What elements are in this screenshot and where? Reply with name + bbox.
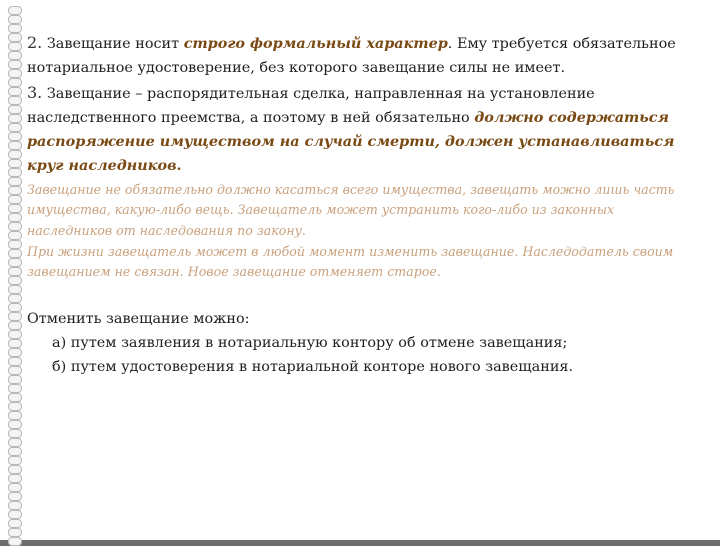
- binding-ring: [8, 51, 22, 60]
- binding-ring: [8, 267, 22, 276]
- binding-ring: [8, 231, 22, 240]
- paragraph-number: 2.: [27, 33, 43, 52]
- binding-ring: [8, 177, 22, 186]
- binding-ring: [8, 393, 22, 402]
- binding-ring: [8, 357, 22, 366]
- binding-ring: [8, 483, 22, 492]
- binding-ring: [8, 204, 22, 213]
- binding-ring: [8, 420, 22, 429]
- highlighted-text: строго формальный характер: [183, 35, 448, 52]
- binding-ring: [8, 249, 22, 258]
- binding-ring: [8, 42, 22, 51]
- binding-ring: [8, 186, 22, 195]
- binding-ring: [8, 159, 22, 168]
- binding-ring: [8, 87, 22, 96]
- binding-ring: [8, 222, 22, 231]
- binding-ring: [8, 303, 22, 312]
- binding-ring: [8, 438, 22, 447]
- binding-ring: [8, 519, 22, 528]
- binding-ring: [8, 33, 22, 42]
- binding-ring: [8, 213, 22, 222]
- cancel-section: [27, 307, 699, 380]
- binding-ring: [8, 15, 22, 24]
- paragraph-3: [27, 81, 699, 179]
- cancel-item: а) путем заявления в нотариальную контору об отмене завещания;: [52, 335, 568, 352]
- binding-ring: [8, 492, 22, 501]
- binding-ring: [8, 456, 22, 465]
- binding-ring: [8, 150, 22, 159]
- binding-ring: [8, 411, 22, 420]
- binding-ring: [8, 6, 22, 15]
- binding-ring: [8, 195, 22, 204]
- binding-ring: [8, 366, 22, 375]
- faded-note: Завещание не обязательно должно касаться всего имущества, завещать можно лишь часть имущества, какую-либо вещь. Завещатель может устранить кого-либо из законных наследников от наследования по закону.: [27, 181, 675, 238]
- paragraph-number: 3.: [27, 82, 43, 102]
- binding-ring: [8, 294, 22, 303]
- binding-ring: [8, 114, 22, 123]
- binding-ring: [8, 123, 22, 132]
- binding-ring: [8, 24, 22, 33]
- binding-ring: [8, 96, 22, 105]
- binding-ring: [8, 78, 22, 87]
- binding-ring: [8, 429, 22, 438]
- highlighted-text: должно содержаться распоряжение имуществом на случай смерти, должен устанавливаться круг наследников.: [27, 108, 675, 175]
- slide-content: [27, 31, 699, 380]
- binding-ring: [8, 276, 22, 285]
- binding-ring: [8, 528, 22, 537]
- binding-ring: [8, 141, 22, 150]
- cancel-heading: Отменить завещание можно:: [27, 310, 250, 327]
- binding-ring: [8, 402, 22, 411]
- binding-ring: [8, 105, 22, 114]
- binding-ring: [8, 321, 22, 330]
- paragraph-text: Завещание носит: [42, 36, 184, 52]
- binding-ring: [8, 285, 22, 294]
- binding-ring: [8, 168, 22, 177]
- binding-ring: [8, 258, 22, 267]
- binding-ring: [8, 510, 22, 519]
- binding-ring: [8, 447, 22, 456]
- faded-note: При жизни завещатель может в любой момент изменить завещание. Наследодатель своим завещанием не связан. Новое завещание отменяет старое.: [27, 243, 674, 280]
- binding-ring: [8, 132, 22, 141]
- binding-ring: [8, 537, 22, 546]
- binding-ring: [8, 375, 22, 384]
- binding-ring: [8, 501, 22, 510]
- paragraph-text: Завещание – распорядительная сделка, направленная на установление наследственного преемства, а поэтому в ней обязательно: [27, 85, 595, 126]
- binding-ring: [8, 474, 22, 483]
- paragraph-text: . Ему требуется обязательное нотариальное удостоверение, без которого завещание силы не имеет.: [27, 36, 676, 77]
- binding-ring: [8, 465, 22, 474]
- binding-ring: [8, 60, 22, 69]
- binding-ring: [8, 330, 22, 339]
- binding-ring: [8, 69, 22, 78]
- binding-ring: [8, 240, 22, 249]
- binding-ring: [8, 384, 22, 393]
- binding-ring: [8, 312, 22, 321]
- cancel-item: б) путем удостоверения в нотариальной конторе нового завещания.: [52, 359, 574, 376]
- paragraph-2: [27, 31, 699, 81]
- binding-ring: [8, 339, 22, 348]
- spiral-binding: [8, 0, 24, 540]
- binding-ring: [8, 348, 22, 357]
